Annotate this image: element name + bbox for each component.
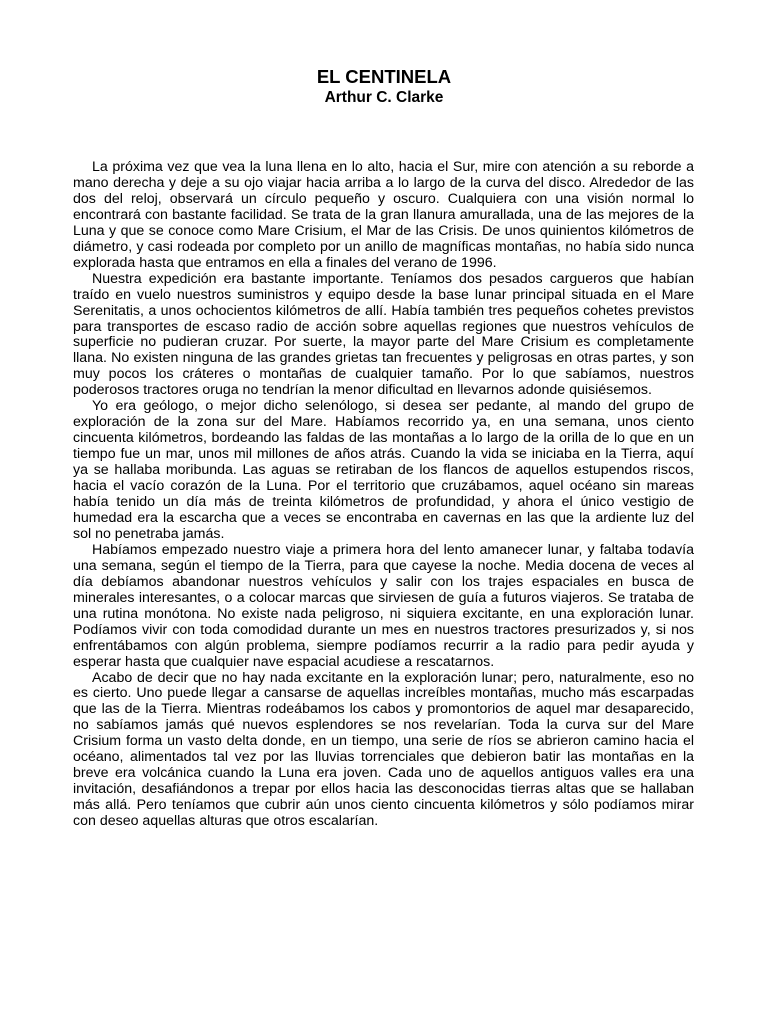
paragraph-5: Acabo de decir que no hay nada excitante en la exploración lunar; pero, naturalmente, eso no es cierto. Uno puede llegar a cansarse de aquellas increíbles montañas, mucho más escarpadas que las de la Tierra. Mientras rodeábamos los cabos y promontorios de aquel mar desaparecido, no sabíamos jamás qué nuevos esplendores se nos revelarían. Toda la curva sur del Mare Crisium forma un vasto delta donde, en un tiempo, una serie de ríos se abrieron camino hacia el océano, alimentados tal vez por las lluvias torrenciales que debieron batir las montañas en la breve era volcánica cuando la Luna era joven. Cada uno de aquellos antiguos valles era una invitación, desafiándonos a trepar por ellos hacia las desconocidas tierras altas que se hallaban más allá. Pero teníamos que cubrir aún unos ciento cincuenta kilómetros y sólo podíamos mirar con deseo aquellas alturas que otros escalarían. — [73, 669, 694, 830]
document-author: Arthur C. Clarke — [324, 89, 444, 106]
document-body — [73, 160, 694, 830]
paragraph-2: Nuestra expedición era bastante importante. Teníamos dos pesados cargueros que habían traído en vuelo nuestros suministros y equipo desde la base lunar principal situada en el Mare Serenitatis, a unos ochocientos kilómetros de allí. Había también tres pequeños cohetes previstos para transportes de escaso radio de acción sobre aquellas regiones que nuestros vehículos de superficie no pudieran cruzar. Por suerte, la mayor parte del Mare Crisium es completamente llana. No existen ninguna de las grandes grietas tan frecuentes y peligrosas en otras partes, y son muy pocos los cráteres o montañas de cualquier tamaño. Por lo que sabíamos, nuestros poderosos tractores oruga no tendrían la menor dificultad en llevarnos adonde quisiésemos. — [73, 270, 694, 399]
document-header — [0, 66, 768, 107]
paragraph-4: Habíamos empezado nuestro viaje a primera hora del lento amanecer lunar, y faltaba todavía una semana, según el tiempo de la Tierra, para que cayese la noche. Media docena de veces al día debíamos abandonar nuestros vehículos y salir con los trajes espaciales en busca de minerales interesantes, o a colocar marcas que sirviesen de guía a futuros viajeros. Se trataba de una rutina monótona. No existe nada peligroso, ni siquiera excitante, en una exploración lunar. Podíamos vivir con toda comodidad durante un mes en nuestros tractores presurizados y, si nos enfrentábamos con algún problema, siempre podíamos recurrir a la radio para pedir ayuda y esperar hasta que cualquier nave espacial acudiese a rescatarnos. — [73, 541, 694, 670]
document-title: EL CENTINELA — [316, 66, 452, 87]
paragraph-3: Yo era geólogo, o mejor dicho selenólogo, si desea ser pedante, al mando del grupo de exploración de la zona sur del Mare. Habíamos recorrido ya, en una semana, unos ciento cincuenta kilómetros, bordeando las faldas de las montañas a lo largo de la orilla de lo que en un tiempo fue un mar, unos mil millones de años atrás. Cuando la vida se iniciaba en la Tierra, aquí ya se hallaba moribunda. Las aguas se retiraban de los flancos de aquellos estupendos riscos, hacia el vacío corazón de la Luna. Por el territorio que cruzábamos, aquel océano sin mareas había tenido un día más de treinta kilómetros de profundidad, y ahora el único vestigio de humedad era la escarcha que a veces se encontraba en cavernas en las que la ardiente luz del sol no penetraba jamás. — [73, 398, 694, 542]
paragraph-1: La próxima vez que vea la luna llena en lo alto, hacia el Sur, mire con atención a su reborde a mano derecha y deje a su ojo viajar hacia arriba a lo largo de la curva del disco. Alrededor de las dos del reloj, observará un círculo pequeño y oscuro. Cualquiera con una visión normal lo encontrará con bastante facilidad. Se trata de la gran llanura amurallada, una de las mejores de la Luna y que se conoce como Mare Crisium, el Mar de las Crisis. De unos quinientos kilómetros de diámetro, y casi rodeada por completo por un anillo de magníficas montañas, no había sido nunca explorada hasta que entramos en ella a finales del verano de 1996. — [73, 159, 694, 271]
